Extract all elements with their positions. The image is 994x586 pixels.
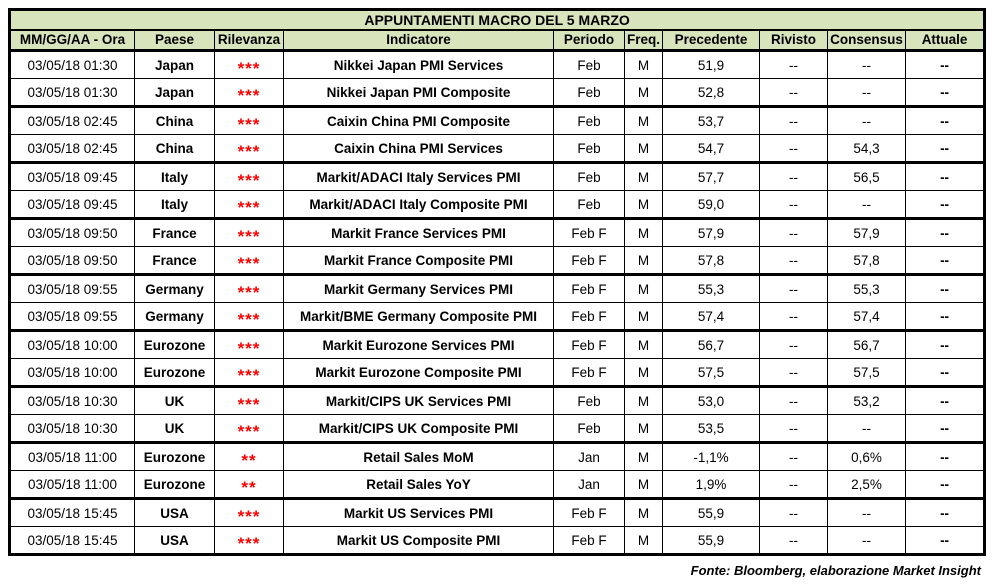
table-row — [10, 471, 985, 499]
revised-cell: -- — [760, 415, 828, 443]
freq-cell: M — [625, 135, 663, 163]
previous-cell: 57,4 — [663, 303, 760, 331]
period-cell: Feb — [554, 387, 625, 415]
table-row — [10, 79, 985, 107]
table-row — [10, 443, 985, 471]
period-cell: Feb F — [554, 303, 625, 331]
date-cell: 03/05/18 02:45 — [10, 135, 135, 163]
indicator-cell: Markit/CIPS UK Composite PMI — [284, 415, 554, 443]
actual-cell: -- — [906, 331, 985, 359]
previous-cell: -1,1% — [663, 443, 760, 471]
country-cell: Eurozone — [135, 359, 215, 387]
revised-cell: -- — [760, 443, 828, 471]
column-header-country: Paese — [135, 30, 215, 51]
indicator-cell: Markit France Services PMI — [284, 219, 554, 247]
relevance-cell: *** — [215, 275, 284, 303]
consensus-cell: 54,3 — [828, 135, 906, 163]
revised-cell: -- — [760, 79, 828, 107]
revised-cell: -- — [760, 275, 828, 303]
actual-cell: -- — [906, 191, 985, 219]
freq-cell: M — [625, 51, 663, 79]
revised-cell: -- — [760, 219, 828, 247]
date-cell: 03/05/18 01:30 — [10, 51, 135, 79]
date-cell: 03/05/18 10:30 — [10, 387, 135, 415]
table-row — [10, 415, 985, 443]
period-cell: Feb F — [554, 359, 625, 387]
revised-cell: -- — [760, 163, 828, 191]
freq-cell: M — [625, 499, 663, 527]
previous-cell: 54,7 — [663, 135, 760, 163]
consensus-cell: -- — [828, 107, 906, 135]
previous-cell: 57,7 — [663, 163, 760, 191]
previous-cell: 55,9 — [663, 499, 760, 527]
source-note: Fonte: Bloomberg, elaborazione Market Insight — [690, 563, 981, 578]
revised-cell: -- — [760, 527, 828, 555]
consensus-cell: -- — [828, 527, 906, 555]
indicator-cell: Markit US Services PMI — [284, 499, 554, 527]
date-cell: 03/05/18 10:00 — [10, 331, 135, 359]
date-cell: 03/05/18 09:55 — [10, 303, 135, 331]
indicator-cell: Retail Sales MoM — [284, 443, 554, 471]
table-row — [10, 135, 985, 163]
country-cell: China — [135, 135, 215, 163]
actual-cell: -- — [906, 79, 985, 107]
country-cell: Japan — [135, 79, 215, 107]
relevance-cell: *** — [215, 247, 284, 275]
table-row — [10, 275, 985, 303]
table-row — [10, 51, 985, 79]
previous-cell: 51,9 — [663, 51, 760, 79]
date-cell: 03/05/18 11:00 — [10, 443, 135, 471]
date-cell: 03/05/18 09:50 — [10, 219, 135, 247]
previous-cell: 52,8 — [663, 79, 760, 107]
period-cell: Feb — [554, 107, 625, 135]
country-cell: Italy — [135, 191, 215, 219]
relevance-cell: *** — [215, 219, 284, 247]
column-header-relevance: Rilevanza — [215, 30, 284, 51]
country-cell: USA — [135, 499, 215, 527]
relevance-cell: *** — [215, 387, 284, 415]
consensus-cell: 53,2 — [828, 387, 906, 415]
table-row — [10, 359, 985, 387]
country-cell: Eurozone — [135, 471, 215, 499]
freq-cell: M — [625, 471, 663, 499]
consensus-cell: 2,5% — [828, 471, 906, 499]
period-cell: Jan — [554, 471, 625, 499]
indicator-cell: Nikkei Japan PMI Composite — [284, 79, 554, 107]
country-cell: UK — [135, 415, 215, 443]
actual-cell: -- — [906, 107, 985, 135]
column-header-freq: Freq. — [625, 30, 663, 51]
country-cell: UK — [135, 387, 215, 415]
column-header-date: MM/GG/AA - Ora — [10, 30, 135, 51]
country-cell: Germany — [135, 275, 215, 303]
date-cell: 03/05/18 10:30 — [10, 415, 135, 443]
table-row — [10, 247, 985, 275]
table-title: APPUNTAMENTI MACRO DEL 5 MARZO — [10, 10, 985, 30]
macro-calendar-table — [8, 8, 986, 556]
previous-cell: 53,7 — [663, 107, 760, 135]
actual-cell: -- — [906, 471, 985, 499]
date-cell: 03/05/18 09:45 — [10, 163, 135, 191]
relevance-cell: *** — [215, 163, 284, 191]
previous-cell: 57,9 — [663, 219, 760, 247]
relevance-cell: *** — [215, 331, 284, 359]
indicator-cell: Markit Eurozone Composite PMI — [284, 359, 554, 387]
date-cell: 03/05/18 09:50 — [10, 247, 135, 275]
previous-cell: 56,7 — [663, 331, 760, 359]
relevance-cell: *** — [215, 135, 284, 163]
freq-cell: M — [625, 387, 663, 415]
consensus-cell: 57,9 — [828, 219, 906, 247]
country-cell: France — [135, 219, 215, 247]
period-cell: Feb — [554, 135, 625, 163]
freq-cell: M — [625, 163, 663, 191]
date-cell: 03/05/18 09:55 — [10, 275, 135, 303]
country-cell: Italy — [135, 163, 215, 191]
actual-cell: -- — [906, 303, 985, 331]
period-cell: Feb F — [554, 275, 625, 303]
revised-cell: -- — [760, 51, 828, 79]
revised-cell: -- — [760, 331, 828, 359]
relevance-cell: *** — [215, 499, 284, 527]
table-row — [10, 527, 985, 555]
table-row — [10, 191, 985, 219]
column-header-actual: Attuale — [906, 30, 985, 51]
period-cell: Feb F — [554, 331, 625, 359]
actual-cell: -- — [906, 219, 985, 247]
consensus-cell: 57,4 — [828, 303, 906, 331]
relevance-cell: ** — [215, 471, 284, 499]
relevance-cell: *** — [215, 79, 284, 107]
consensus-cell: 57,5 — [828, 359, 906, 387]
country-cell: USA — [135, 527, 215, 555]
date-cell: 03/05/18 15:45 — [10, 527, 135, 555]
revised-cell: -- — [760, 359, 828, 387]
actual-cell: -- — [906, 247, 985, 275]
revised-cell: -- — [760, 247, 828, 275]
table-row — [10, 387, 985, 415]
freq-cell: M — [625, 191, 663, 219]
previous-cell: 59,0 — [663, 191, 760, 219]
indicator-cell: Markit US Composite PMI — [284, 527, 554, 555]
actual-cell: -- — [906, 499, 985, 527]
period-cell: Feb F — [554, 219, 625, 247]
consensus-cell: 57,8 — [828, 247, 906, 275]
period-cell: Feb F — [554, 527, 625, 555]
period-cell: Jan — [554, 443, 625, 471]
relevance-cell: *** — [215, 191, 284, 219]
period-cell: Feb — [554, 79, 625, 107]
freq-cell: M — [625, 107, 663, 135]
country-cell: Germany — [135, 303, 215, 331]
column-header-period: Periodo — [554, 30, 625, 51]
indicator-cell: Markit Germany Services PMI — [284, 275, 554, 303]
indicator-cell: Caixin China PMI Composite — [284, 107, 554, 135]
consensus-cell: -- — [828, 499, 906, 527]
relevance-cell: *** — [215, 359, 284, 387]
freq-cell: M — [625, 359, 663, 387]
freq-cell: M — [625, 79, 663, 107]
period-cell: Feb F — [554, 499, 625, 527]
table-row — [10, 107, 985, 135]
date-cell: 03/05/18 10:00 — [10, 359, 135, 387]
revised-cell: -- — [760, 499, 828, 527]
freq-cell: M — [625, 275, 663, 303]
relevance-cell: *** — [215, 107, 284, 135]
date-cell: 03/05/18 11:00 — [10, 471, 135, 499]
consensus-cell: -- — [828, 415, 906, 443]
indicator-cell: Markit/BME Germany Composite PMI — [284, 303, 554, 331]
date-cell: 03/05/18 01:30 — [10, 79, 135, 107]
period-cell: Feb F — [554, 247, 625, 275]
consensus-cell: 0,6% — [828, 443, 906, 471]
table-row — [10, 499, 985, 527]
previous-cell: 55,9 — [663, 527, 760, 555]
indicator-cell: Markit France Composite PMI — [284, 247, 554, 275]
indicator-cell: Caixin China PMI Services — [284, 135, 554, 163]
column-header-previous: Precedente — [663, 30, 760, 51]
country-cell: China — [135, 107, 215, 135]
actual-cell: -- — [906, 163, 985, 191]
column-header-consensus: Consensus — [828, 30, 906, 51]
revised-cell: -- — [760, 135, 828, 163]
actual-cell: -- — [906, 415, 985, 443]
relevance-cell: *** — [215, 303, 284, 331]
revised-cell: -- — [760, 303, 828, 331]
table-row — [10, 303, 985, 331]
previous-cell: 53,5 — [663, 415, 760, 443]
relevance-cell: *** — [215, 527, 284, 555]
date-cell: 03/05/18 02:45 — [10, 107, 135, 135]
consensus-cell: 56,7 — [828, 331, 906, 359]
previous-cell: 53,0 — [663, 387, 760, 415]
period-cell: Feb — [554, 191, 625, 219]
freq-cell: M — [625, 219, 663, 247]
indicator-cell: Markit/CIPS UK Services PMI — [284, 387, 554, 415]
revised-cell: -- — [760, 387, 828, 415]
indicator-cell: Markit/ADACI Italy Composite PMI — [284, 191, 554, 219]
revised-cell: -- — [760, 471, 828, 499]
period-cell: Feb — [554, 51, 625, 79]
country-cell: Eurozone — [135, 331, 215, 359]
consensus-cell: 56,5 — [828, 163, 906, 191]
freq-cell: M — [625, 415, 663, 443]
period-cell: Feb — [554, 163, 625, 191]
relevance-cell: *** — [215, 51, 284, 79]
country-cell: Eurozone — [135, 443, 215, 471]
freq-cell: M — [625, 331, 663, 359]
freq-cell: M — [625, 443, 663, 471]
country-cell: France — [135, 247, 215, 275]
date-cell: 03/05/18 15:45 — [10, 499, 135, 527]
table-row — [10, 219, 985, 247]
indicator-cell: Retail Sales YoY — [284, 471, 554, 499]
freq-cell: M — [625, 247, 663, 275]
consensus-cell: -- — [828, 191, 906, 219]
indicator-cell: Markit Eurozone Services PMI — [284, 331, 554, 359]
revised-cell: -- — [760, 191, 828, 219]
country-cell: Japan — [135, 51, 215, 79]
column-header-indicator: Indicatore — [284, 30, 554, 51]
column-header-revised: Rivisto — [760, 30, 828, 51]
actual-cell: -- — [906, 527, 985, 555]
consensus-cell: 55,3 — [828, 275, 906, 303]
actual-cell: -- — [906, 359, 985, 387]
table-row — [10, 331, 985, 359]
column-header-row — [10, 30, 985, 51]
table-row — [10, 163, 985, 191]
table-title-row — [10, 10, 985, 30]
relevance-cell: ** — [215, 443, 284, 471]
period-cell: Feb — [554, 415, 625, 443]
previous-cell: 57,8 — [663, 247, 760, 275]
revised-cell: -- — [760, 107, 828, 135]
actual-cell: -- — [906, 51, 985, 79]
previous-cell: 57,5 — [663, 359, 760, 387]
actual-cell: -- — [906, 135, 985, 163]
indicator-cell: Nikkei Japan PMI Services — [284, 51, 554, 79]
previous-cell: 55,3 — [663, 275, 760, 303]
actual-cell: -- — [906, 387, 985, 415]
consensus-cell: -- — [828, 79, 906, 107]
actual-cell: -- — [906, 443, 985, 471]
consensus-cell: -- — [828, 51, 906, 79]
freq-cell: M — [625, 303, 663, 331]
indicator-cell: Markit/ADACI Italy Services PMI — [284, 163, 554, 191]
previous-cell: 1,9% — [663, 471, 760, 499]
actual-cell: -- — [906, 275, 985, 303]
relevance-cell: *** — [215, 415, 284, 443]
date-cell: 03/05/18 09:45 — [10, 191, 135, 219]
freq-cell: M — [625, 527, 663, 555]
